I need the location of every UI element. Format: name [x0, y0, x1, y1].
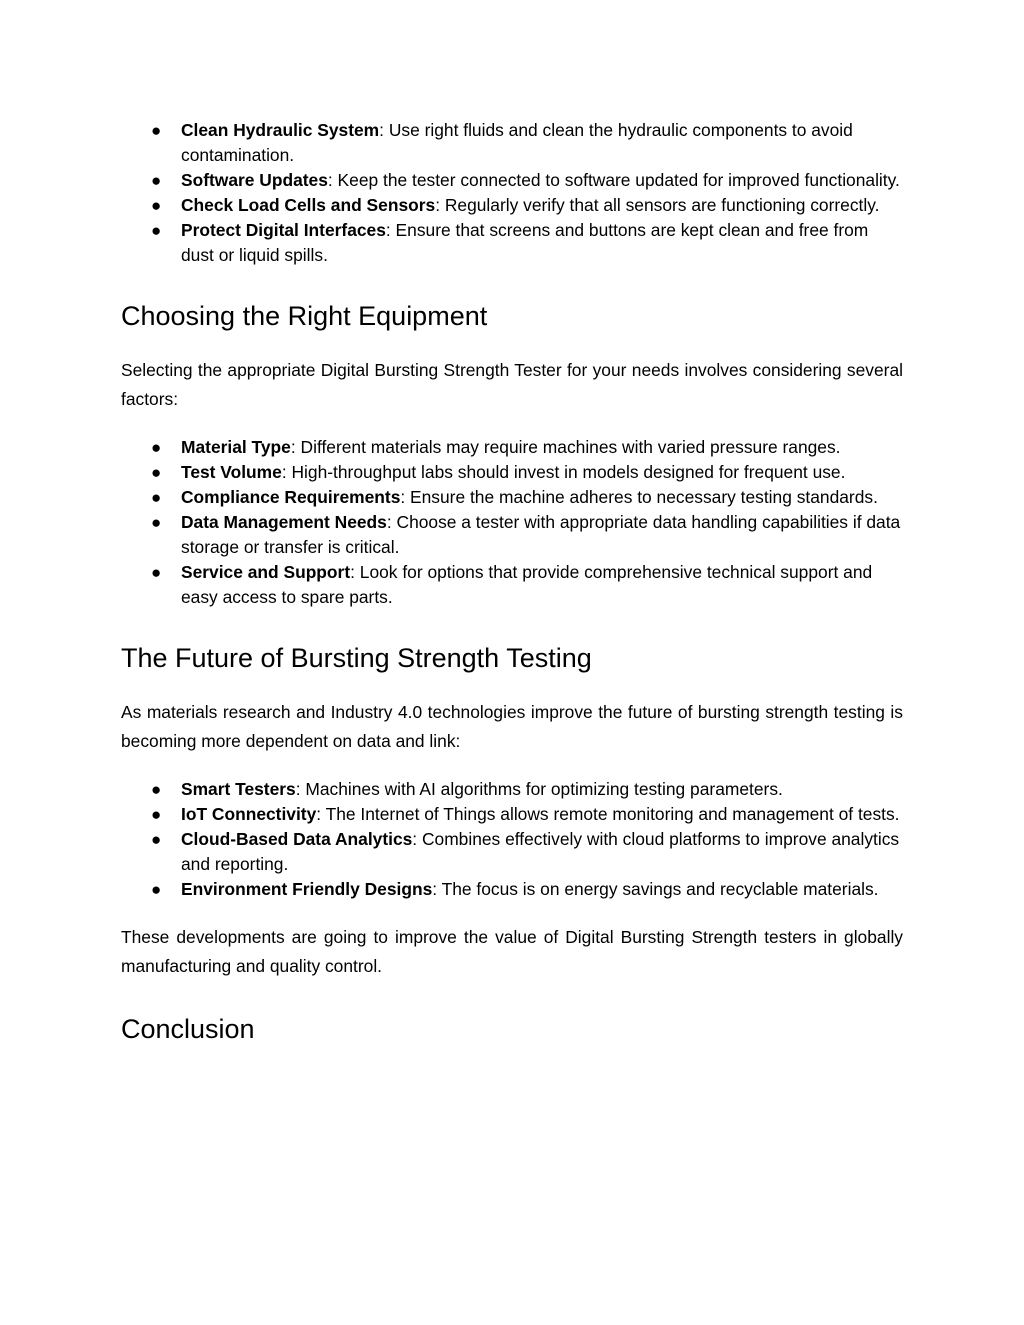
list-item-text: : Different materials may require machines with varied pressure ranges. [290, 437, 841, 457]
list-item-term: Clean Hydraulic System [181, 120, 380, 140]
bullet-icon: ● [151, 196, 162, 215]
bullet-icon: ● [151, 880, 162, 899]
list-item-text: : Ensure that screens and buttons are kept clean and free from dust or liquid spills. [181, 220, 869, 265]
list-item [121, 877, 903, 902]
bullet-icon: ● [151, 830, 162, 849]
list-item-text: : Regularly verify that all sensors are functioning correctly. [435, 195, 880, 215]
list-item [121, 777, 903, 802]
list-item-term: Smart Testers [181, 779, 296, 799]
list-item-text: : Machines with AI algorithms for optimizing testing parameters. [295, 779, 783, 799]
list-item-term: IoT Connectivity [181, 804, 317, 824]
list-item [121, 827, 903, 877]
list-item-term: Environment Friendly Designs [181, 879, 433, 899]
list-item-text: : Keep the tester connected to software updated for improved functionality. [327, 170, 900, 190]
bullet-icon: ● [151, 121, 162, 140]
list-item-term: Test Volume [181, 462, 282, 482]
document-page [121, 118, 903, 1045]
future-intro: As materials research and Industry 4.0 technologies improve the future of bursting strength testing is becoming more dependent on data and link: [121, 702, 903, 751]
list-item-text: : Use right fluids and clean the hydraulic components to avoid contamination. [181, 120, 853, 165]
list-item-term: Compliance Requirements [181, 487, 401, 507]
list-item-term: Check Load Cells and Sensors [181, 195, 436, 215]
list-item [121, 485, 903, 510]
future-list [121, 777, 903, 902]
future-outro: These developments are going to improve the value of Digital Bursting Strength testers in globally manufacturing and quality control. [121, 927, 903, 976]
list-item [121, 118, 903, 168]
bullet-icon: ● [151, 221, 162, 240]
section-heading-choosing: Choosing the Right Equipment [121, 301, 488, 331]
list-item-term: Service and Support [181, 562, 351, 582]
bullet-icon: ● [151, 563, 162, 582]
bullet-icon: ● [151, 463, 162, 482]
list-item [121, 168, 903, 193]
bullet-icon: ● [151, 780, 162, 799]
list-item-text: : The Internet of Things allows remote monitoring and management of tests. [316, 804, 900, 824]
list-item [121, 218, 903, 268]
choosing-list [121, 435, 903, 610]
bullet-icon: ● [151, 438, 162, 457]
list-item-term: Software Updates [181, 170, 328, 190]
list-item [121, 560, 903, 610]
list-item [121, 193, 903, 218]
list-item [121, 510, 903, 560]
list-item-text: : The focus is on energy savings and recyclable materials. [432, 879, 879, 899]
list-item-term: Cloud-Based Data Analytics [181, 829, 413, 849]
list-item [121, 802, 903, 827]
bullet-icon: ● [151, 171, 162, 190]
choosing-intro: Selecting the appropriate Digital Bursting Strength Tester for your needs involves considering several factors: [121, 360, 903, 409]
maintenance-list [121, 118, 903, 268]
section-heading-conclusion: Conclusion [121, 1014, 255, 1044]
section-heading-future: The Future of Bursting Strength Testing [121, 643, 592, 673]
list-item-term: Material Type [181, 437, 291, 457]
bullet-icon: ● [151, 513, 162, 532]
bullet-icon: ● [151, 805, 162, 824]
list-item-text: : Combines effectively with cloud platforms to improve analytics and reporting. [181, 829, 900, 874]
list-item-term: Data Management Needs [181, 512, 387, 532]
list-item-term: Protect Digital Interfaces [181, 220, 386, 240]
list-item-text: : High-throughput labs should invest in models designed for frequent use. [281, 462, 846, 482]
list-item-text: : Choose a tester with appropriate data handling capabilities if data storage or transfer is critical. [181, 512, 901, 557]
list-item [121, 435, 903, 460]
bullet-icon: ● [151, 488, 162, 507]
list-item [121, 460, 903, 485]
list-item-text: : Look for options that provide comprehensive technical support and easy access to spare parts. [181, 562, 873, 607]
list-item-text: : Ensure the machine adheres to necessary testing standards. [400, 487, 878, 507]
